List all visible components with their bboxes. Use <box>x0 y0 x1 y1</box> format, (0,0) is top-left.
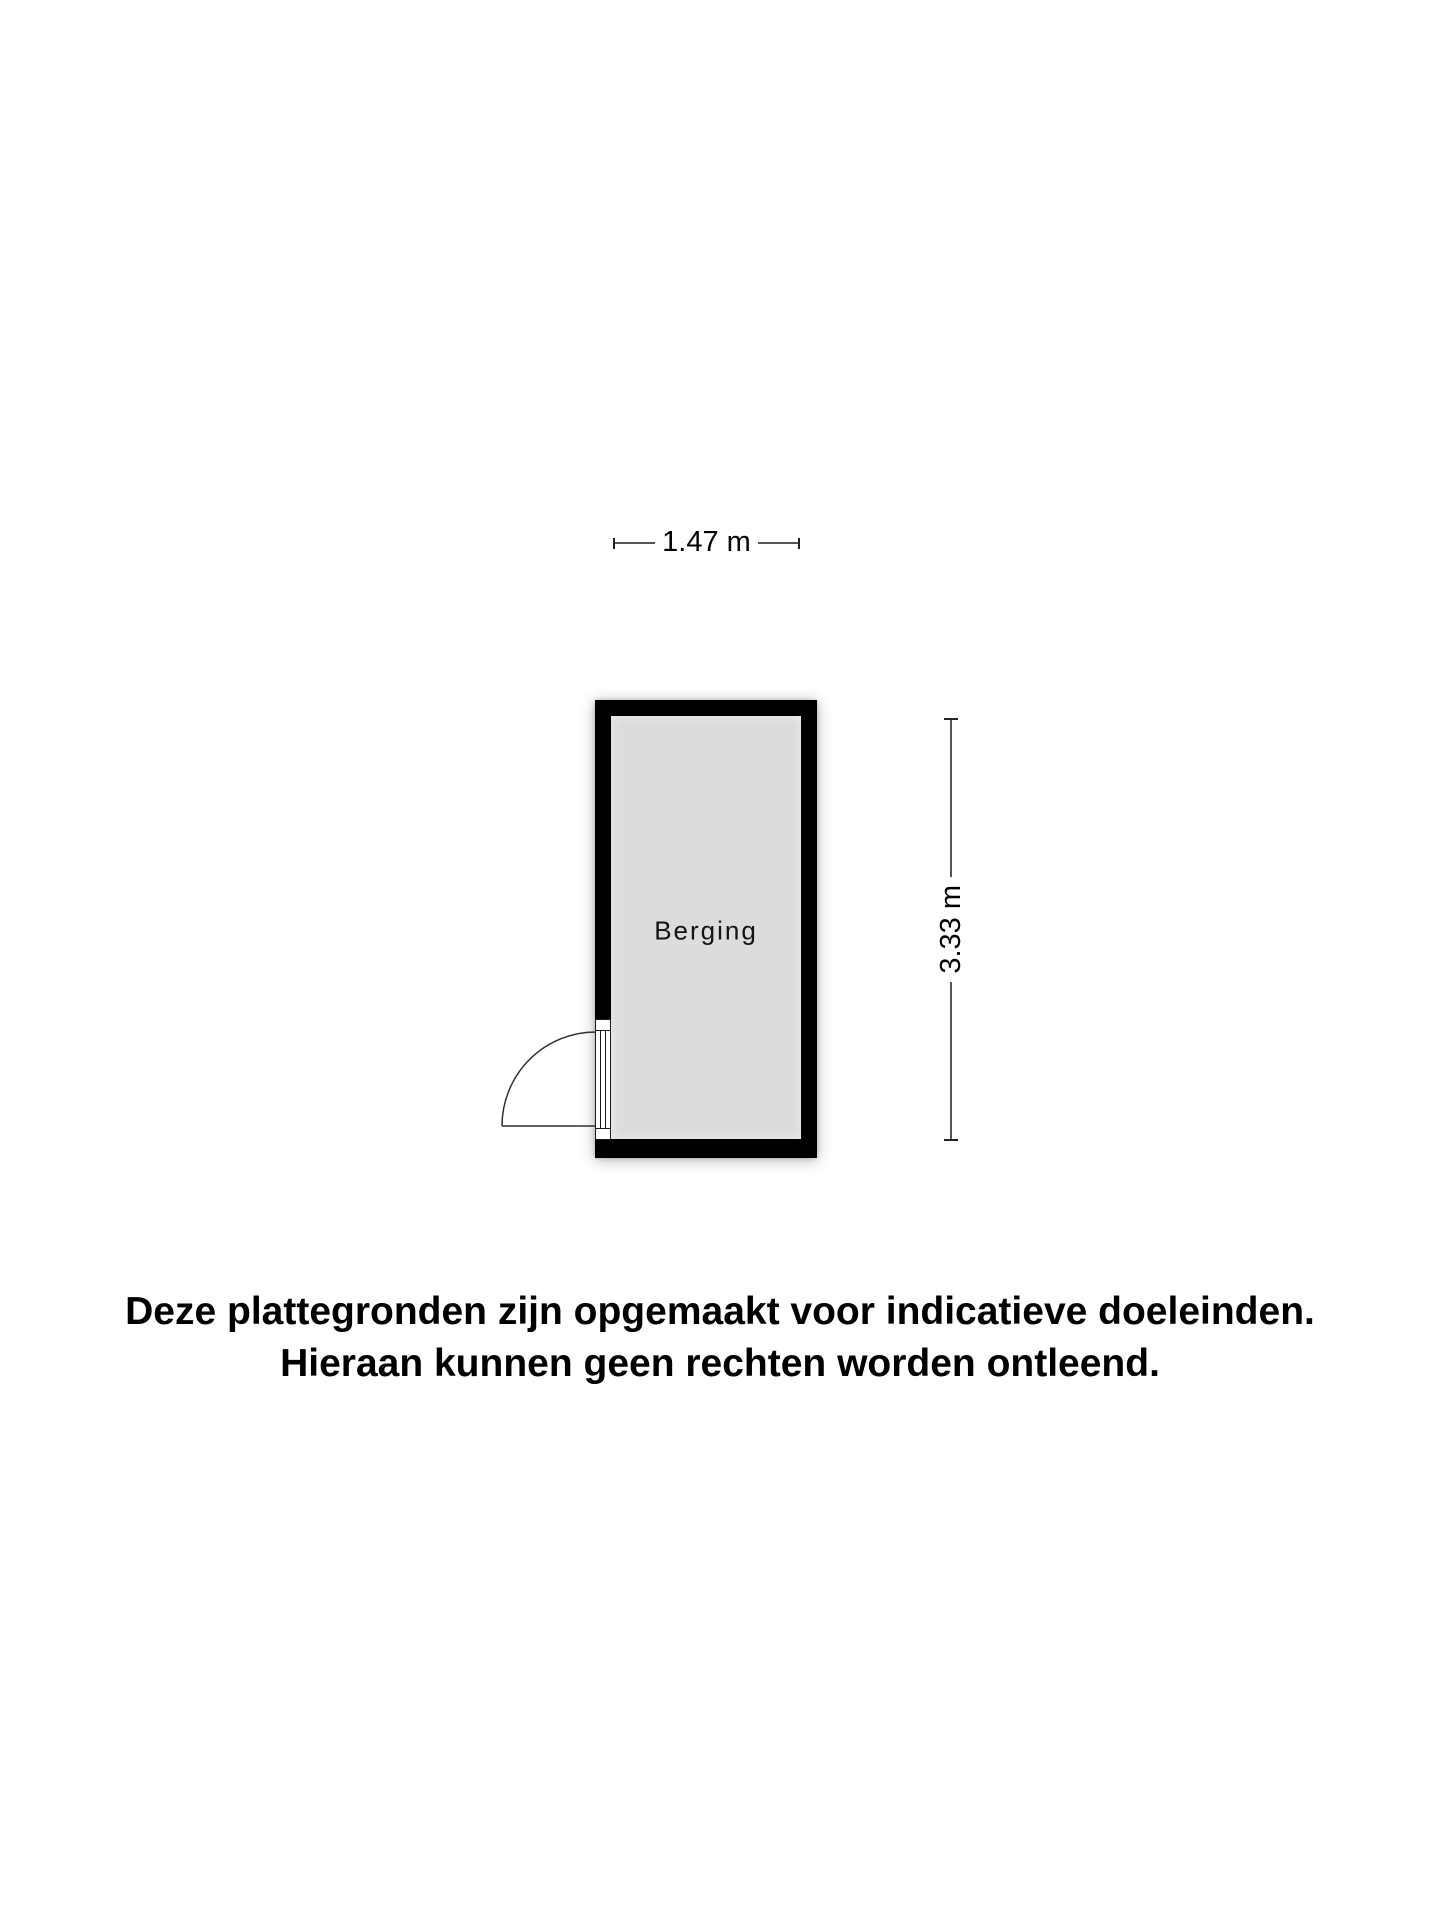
width-dimension-label: 1.47 m <box>662 525 751 558</box>
width-dimension-line-left <box>615 542 655 544</box>
width-dimension-line-right <box>758 542 798 544</box>
height-dimension-line-bottom <box>950 982 952 1139</box>
dimension-tick-bottom <box>944 1139 958 1141</box>
height-dimension <box>936 718 966 1141</box>
room-floor <box>611 716 801 1139</box>
door-swing-arc <box>495 1025 605 1135</box>
height-dimension-line-top <box>950 720 952 877</box>
height-dimension-label: 3.33 m <box>934 885 967 974</box>
door-arc-path <box>502 1032 596 1126</box>
room-berging <box>595 700 817 1158</box>
disclaimer-line-1: Deze plattegronden zijn opgemaakt voor indicatieve doeleinden. <box>125 1290 1315 1333</box>
width-dimension <box>613 525 800 558</box>
disclaimer-text <box>0 1286 1440 1390</box>
dimension-tick-right <box>798 538 800 549</box>
room-label: Berging <box>654 915 758 945</box>
disclaimer-line-2: Hieraan kunnen geen rechten worden ontleend. <box>280 1342 1160 1385</box>
